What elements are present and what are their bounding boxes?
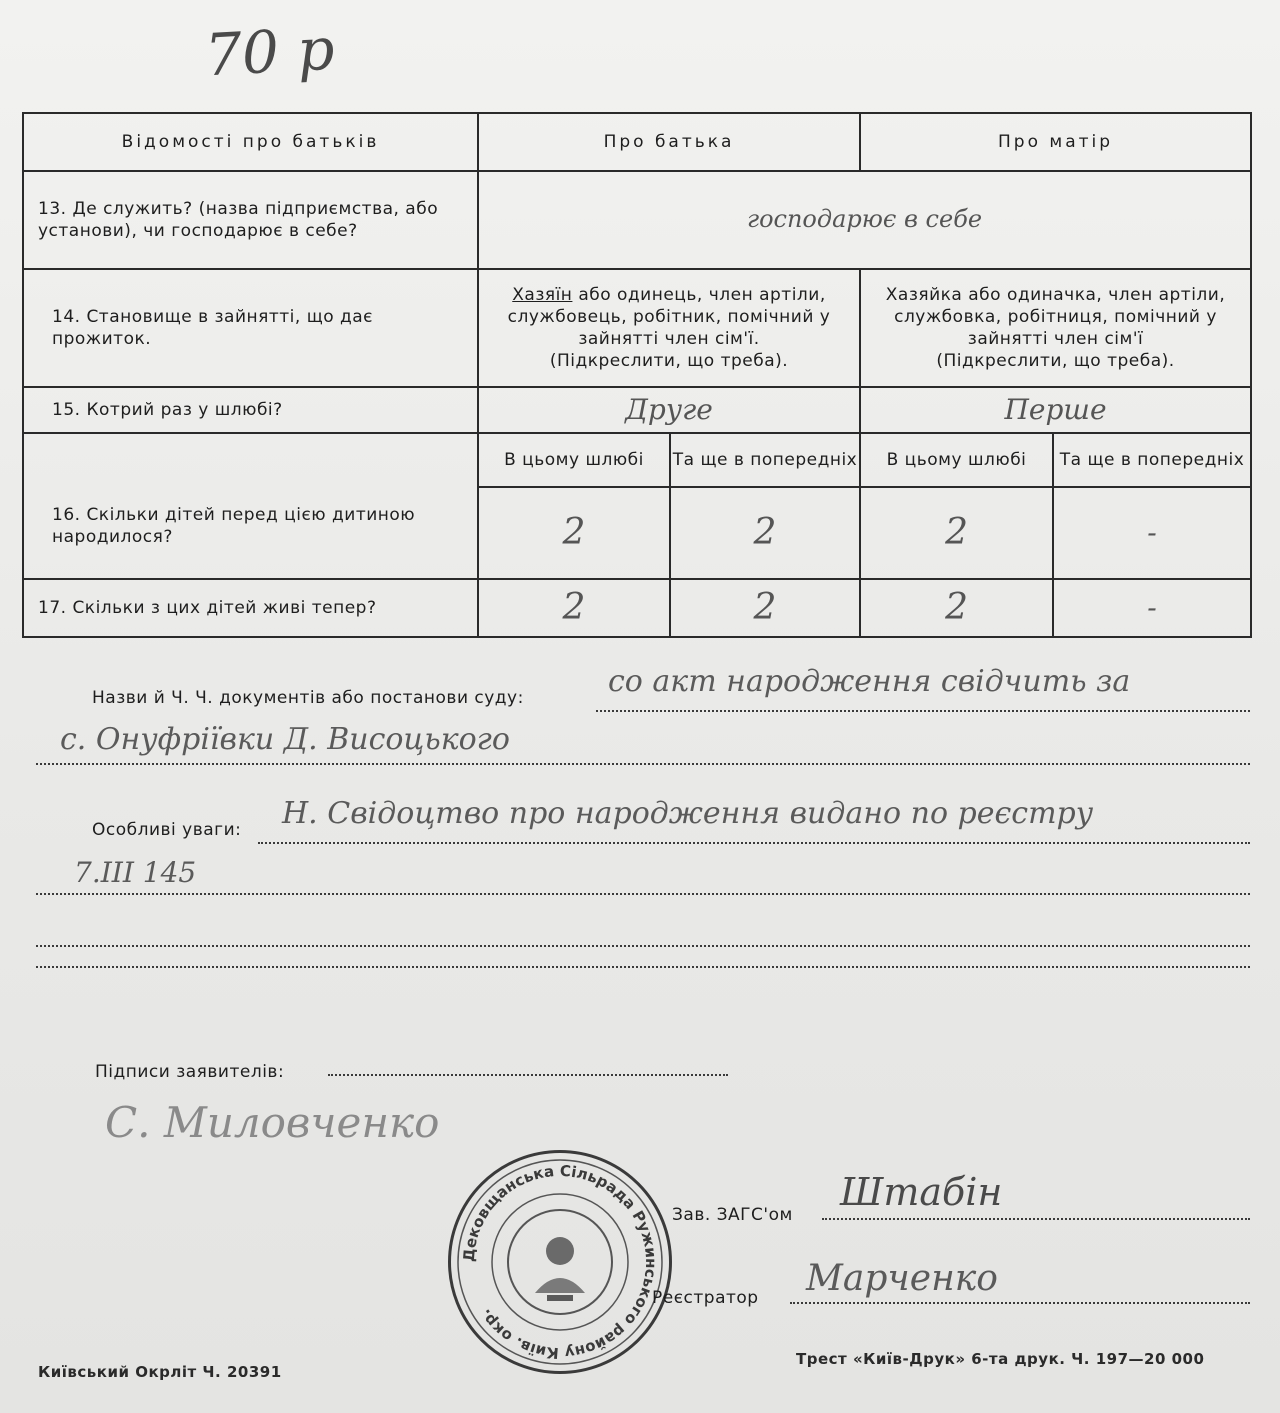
question-14: 14. Становище в зайнятті, що дає прожиток. — [23, 269, 478, 387]
notes-handwritten-line-1: Н. Свідоцтво про народження видано по реєстру — [282, 796, 1094, 831]
mother-instruction-note: (Підкреслити, що треба). — [936, 351, 1175, 372]
subheader-father-this-marriage: В цьому шлюбі — [478, 433, 670, 487]
father-occupation-options: або одинець, член артіли, службовець, робітник, помічний у зайнятті член сім'ї. — [507, 284, 831, 349]
registrar-signature: Марченко — [806, 1258, 998, 1299]
documents-line-2 — [36, 763, 1250, 765]
zags-head-label: Зав. ЗАГС'ом — [672, 1205, 793, 1225]
q17-mother-this-marriage: 2 — [860, 579, 1053, 637]
documents-line-1 — [596, 710, 1250, 712]
notes-line-4 — [36, 966, 1250, 968]
applicant-signature: С. Миловченко — [105, 1098, 440, 1147]
registrar-line — [790, 1302, 1250, 1304]
zags-head-signature: Штабін — [840, 1170, 1003, 1214]
notes-line-1 — [258, 842, 1250, 844]
notes-line-3 — [36, 945, 1250, 947]
question-17: 17. Скільки з цих дітей живі тепер? — [23, 579, 478, 637]
subheader-mother-previous: Та ще в попередніх — [1053, 433, 1251, 487]
father-instruction-note: (Підкреслити, що треба). — [549, 351, 789, 372]
header-about-father: Про батька — [478, 113, 860, 171]
header-parents-info: Відомості про батьків — [23, 113, 478, 171]
subheader-father-previous: Та ще в попередніх — [670, 433, 860, 487]
q17-father-previous: 2 — [670, 579, 860, 637]
notes-line-2 — [36, 893, 1250, 895]
mother-occupation-options: Хазяйка або одиначка, член артіли, службовка, робітниця, помічний у зайнятті член сім'ї — [885, 284, 1226, 349]
q17-mother-previous: - — [1053, 579, 1251, 637]
emblem-icon — [509, 1211, 611, 1313]
question-15: 15. Котрий раз у шлюбі? — [23, 387, 478, 433]
documents-handwritten-line-1: со акт народження свідчить за — [608, 664, 1131, 699]
q16-mother-previous: - — [1053, 487, 1251, 579]
documents-label: Назви й Ч. Ч. документів або постанови суду: — [92, 688, 524, 708]
subheader-mother-this-marriage: В цьому шлюбі — [860, 433, 1053, 487]
signatures-line — [328, 1074, 728, 1076]
header-about-mother: Про матір — [860, 113, 1251, 171]
notes-label: Особливі уваги: — [92, 820, 242, 840]
parents-info-table — [22, 112, 1252, 638]
question-16: 16. Скільки дітей перед цією дитиною народилося? — [23, 433, 478, 579]
answer-13: господарює в себе — [478, 171, 1251, 269]
stamp-text: Дековщанська Сільрада Ружинського району Київ. окр. — [459, 1161, 661, 1363]
q16-father-this-marriage: 2 — [478, 487, 670, 579]
notes-handwritten-line-2: 7.III 145 — [74, 856, 197, 889]
q16-father-previous: 2 — [670, 487, 860, 579]
answer-14-mother — [860, 269, 1251, 387]
footer-right-imprint: Трест «Київ-Друк» 6-та друк. Ч. 197—20 000 — [796, 1350, 1205, 1368]
answer-14-father — [478, 269, 860, 387]
signatures-label: Підписи заявителів: — [95, 1062, 285, 1082]
answer-15-father: Друге — [478, 387, 860, 433]
footer-left-imprint: Київський Окрліт Ч. 20391 — [38, 1363, 282, 1381]
stamp-emblem — [507, 1209, 613, 1315]
answer-15-mother: Перше — [860, 387, 1251, 433]
documents-handwritten-line-2: с. Онуфріївки Д. Висоцького — [60, 722, 510, 757]
handwritten-annotation-number: 70 р — [203, 14, 337, 90]
question-13: 13. Де служить? (назва підприємства, або установи), чи господарює в себе? — [23, 171, 478, 269]
registrar-label: Реєстратор — [652, 1288, 759, 1308]
selected-option-underlined: Хазяїн — [512, 284, 573, 305]
official-stamp — [448, 1150, 672, 1374]
q16-mother-this-marriage: 2 — [860, 487, 1053, 579]
zags-head-line — [822, 1218, 1250, 1220]
q17-father-this-marriage: 2 — [478, 579, 670, 637]
